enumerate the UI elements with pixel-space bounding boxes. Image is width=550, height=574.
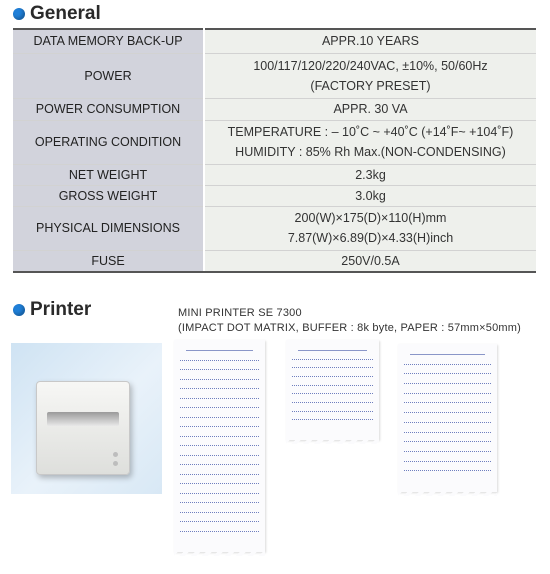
spec-value [204, 98, 536, 120]
paper-slot [47, 412, 119, 426]
spec-label: FUSE [13, 250, 204, 272]
spec-row [13, 250, 536, 272]
receipt-print-line [180, 455, 259, 457]
spec-value-line: 7.87(W)×6.89(D)×4.33(H)inch [287, 231, 454, 245]
receipt-print-line [404, 461, 491, 463]
spec-row [13, 120, 536, 164]
spec-row [13, 53, 536, 98]
receipt-print-line [404, 402, 491, 404]
receipt-sample-image [398, 344, 497, 492]
spec-value [204, 164, 536, 185]
receipt-print-line [292, 367, 373, 369]
receipt-print-line [180, 426, 259, 428]
receipt-print-line [180, 483, 259, 485]
receipt-print-line [404, 451, 491, 453]
receipt-print-line [404, 422, 491, 424]
spec-value-line: 200(W)×175(D)×110(H)mm [294, 211, 447, 225]
spec-value-line: 3.0kg [355, 188, 386, 203]
spec-value [204, 53, 536, 98]
receipt-print-line [404, 393, 491, 395]
receipt-sample-image [286, 340, 379, 440]
receipt-print-line [180, 502, 259, 504]
receipt-print-line [292, 393, 373, 395]
receipt-print-line [180, 407, 259, 409]
receipt-print-line [292, 376, 373, 378]
receipt-print-line [404, 432, 491, 434]
receipt-print-line [404, 364, 491, 366]
spec-value-line: HUMIDITY : 85% Rh Max.(NON-CONDENSING) [235, 145, 506, 159]
indicator-light [113, 461, 118, 466]
receipt-print-line [180, 388, 259, 390]
spec-label: OPERATING CONDITION [13, 120, 204, 164]
receipt-print-line [298, 350, 367, 352]
spec-label: NET WEIGHT [13, 164, 204, 185]
general-spec-table [13, 28, 536, 273]
receipt-print-line [180, 398, 259, 400]
spec-value-line: 250V/0.5A [341, 253, 400, 268]
spec-row [13, 29, 536, 53]
spec-label: PHYSICAL DIMENSIONS [13, 206, 204, 250]
spec-value-line: (FACTORY PRESET) [310, 78, 431, 93]
receipt-print-line [292, 411, 373, 413]
bullet-icon [13, 304, 25, 316]
spec-label: POWER CONSUMPTION [13, 98, 204, 120]
general-title: General [30, 3, 101, 24]
spec-label: GROSS WEIGHT [13, 185, 204, 206]
spec-value [204, 250, 536, 272]
printer-spec-caption: (IMPACT DOT MATRIX, BUFFER : 8k byte, PAPER : 57mm×50mm) [178, 322, 521, 334]
spec-row [13, 164, 536, 185]
receipt-print-line [180, 360, 259, 362]
spec-value [204, 120, 536, 164]
receipt-sample-image [174, 340, 265, 552]
receipt-print-line [186, 350, 253, 352]
receipt-print-line [410, 354, 485, 356]
spec-value [204, 29, 536, 53]
spec-value-line: APPR.10 YEARS [321, 34, 420, 49]
spec-value [204, 206, 536, 250]
receipt-print-line [292, 419, 373, 421]
spec-value [204, 185, 536, 206]
receipt-print-line [404, 441, 491, 443]
spec-label: POWER [13, 53, 204, 98]
receipt-print-line [404, 373, 491, 375]
receipt-print-line [292, 359, 373, 361]
receipt-print-line [180, 369, 259, 371]
receipt-print-line [404, 412, 491, 414]
spec-value-line: 100/117/120/220/240VAC, ±10%, 50/60Hz [253, 58, 488, 73]
receipt-print-line [180, 379, 259, 381]
receipt-print-line [292, 385, 373, 387]
printer-photo [11, 343, 162, 494]
receipt-print-line [180, 531, 259, 533]
receipt-print-line [180, 521, 259, 523]
spec-value-line: 2.3kg [355, 167, 386, 182]
general-section-title [13, 3, 101, 25]
receipt-print-line [180, 417, 259, 419]
receipt-print-line [292, 402, 373, 404]
receipt-print-line [404, 470, 491, 472]
bullet-icon [13, 8, 25, 20]
spec-label: DATA MEMORY BACK-UP [13, 29, 204, 53]
receipt-print-line [180, 445, 259, 447]
receipt-print-line [180, 474, 259, 476]
spec-value-line: APPR. 30 VA [333, 102, 408, 116]
printer-title: Printer [30, 299, 92, 320]
receipt-print-line [180, 436, 259, 438]
spec-value-line: TEMPERATURE : – 10˚C ~ +40˚C (+14˚F~ +104˚F) [227, 125, 514, 139]
printer-model-caption: MINI PRINTER SE 7300 [178, 307, 302, 319]
spec-row [13, 206, 536, 250]
printer-section-title [13, 299, 91, 321]
spec-row [13, 98, 536, 120]
indicator-light [113, 452, 118, 457]
receipt-print-line [180, 493, 259, 495]
spec-row [13, 185, 536, 206]
receipt-print-line [180, 512, 259, 514]
receipt-print-line [404, 383, 491, 385]
receipt-print-line [180, 464, 259, 466]
printer-body-image [36, 381, 130, 475]
